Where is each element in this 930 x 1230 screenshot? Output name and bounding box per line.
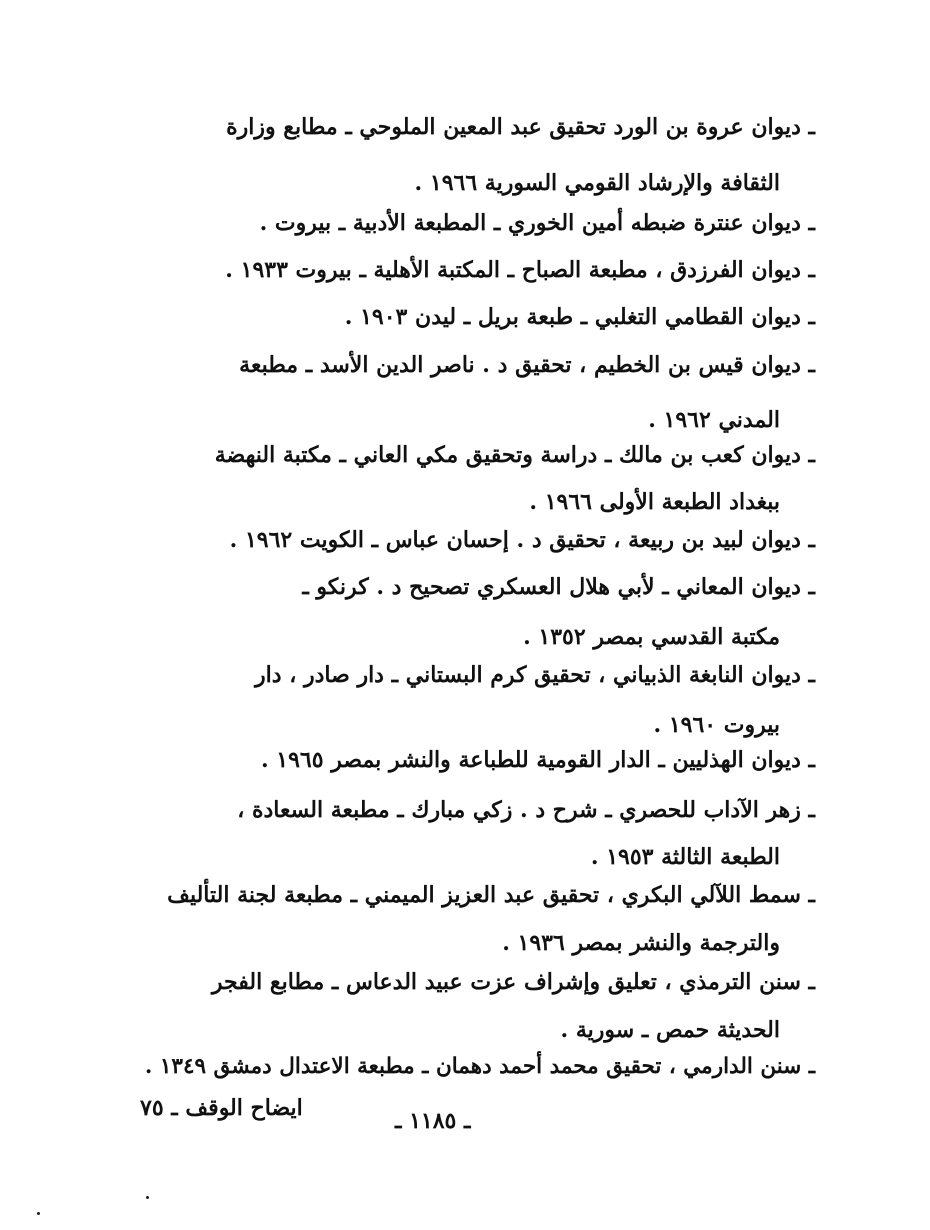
bibliography-entry-line: ـ زهر الآداب للحصري ـ شرح د . زكي مبارك ـ مطبعة السعادة ، bbox=[237, 797, 815, 823]
bibliography-entry-line: ـ ديوان عنترة ضبطه أمين الخوري ـ المطبعة الأدبية ـ بيروت . bbox=[259, 210, 815, 236]
bibliography-entry-line: ـ سنن الترمذي ، تعليق وإشراف عزت عبيد الدعاس ـ مطابع الفجر bbox=[211, 969, 815, 995]
scan-speck bbox=[37, 1212, 40, 1215]
page-number: ـ ١١٨٥ ـ bbox=[395, 1108, 471, 1134]
bibliography-entry-line: ـ ديوان الفرزدق ، مطبعة الصباح ـ المكتبة الأهلية ـ بيروت ١٩٣٣ . bbox=[225, 257, 815, 283]
bibliography-entry-continuation: مكتبة القدسي بمصر ١٣٥٢ . bbox=[523, 624, 780, 650]
scan-speck bbox=[146, 1196, 149, 1199]
bibliography-entry-continuation: المدني ١٩٦٢ . bbox=[648, 407, 780, 433]
bibliography-entry-line: ـ سنن الدارمي ، تحقيق محمد أحمد دهمان ـ مطبعة الاعتدال دمشق ١٣٤٩ . bbox=[144, 1054, 815, 1079]
bibliography-entry-line: ـ ديوان قيس بن الخطيم ، تحقيق د . ناصر الدين الأسد ـ مطبعة bbox=[239, 352, 815, 378]
bibliography-entry-continuation: الحديثة حمص ـ سورية . bbox=[560, 1017, 780, 1043]
bibliography-entry-line: ـ ديوان المعاني ـ لأبي هلال العسكري تصحيح د . كرنكو ـ bbox=[302, 574, 815, 600]
bibliography-entry-line: ـ ديوان كعب بن مالك ـ دراسة وتحقيق مكي العاني ـ مكتبة النهضة bbox=[214, 442, 815, 468]
bibliography-entry-continuation: والترجمة والنشر بمصر ١٩٣٦ . bbox=[502, 930, 780, 956]
footer-note: ايضاح الوقف ـ ٧٥ bbox=[140, 1095, 303, 1121]
bibliography-entry-line: ـ ديوان القطامي التغلبي ـ طبعة بريل ـ ليدن ١٩٠٣ . bbox=[344, 304, 815, 330]
bibliography-entry-line: ـ سمط اللآلي البكري ، تحقيق عبد العزيز الميمني ـ مطبعة لجنة التأليف bbox=[167, 882, 815, 908]
bibliography-entry-continuation: بيروت ١٩٦٠ . bbox=[653, 712, 780, 738]
bibliography-entry-continuation: الثقافة والإرشاد القومي السورية ١٩٦٦ . bbox=[414, 170, 780, 196]
bibliography-entry-continuation: الطبعة الثالثة ١٩٥٣ . bbox=[590, 844, 780, 870]
bibliography-entry-line: ـ ديوان لبيد بن ربيعة ، تحقيق د . إحسان عباس ـ الكويت ١٩٦٢ . bbox=[229, 527, 815, 553]
bibliography-entry-line: ـ ديوان عروة بن الورد تحقيق عبد المعين الملوحي ـ مطابع وزارة bbox=[226, 114, 815, 140]
bibliography-entry-continuation: ببغداد الطبعة الأولى ١٩٦٦ . bbox=[529, 489, 780, 515]
bibliography-entry-line: ـ ديوان الهذليين ـ الدار القومية للطباعة والنشر بمصر ١٩٦٥ . bbox=[260, 747, 815, 773]
bibliography-entry-line: ـ ديوان النابغة الذبياني ، تحقيق كرم البستاني ـ دار صادر ، دار bbox=[255, 662, 815, 688]
